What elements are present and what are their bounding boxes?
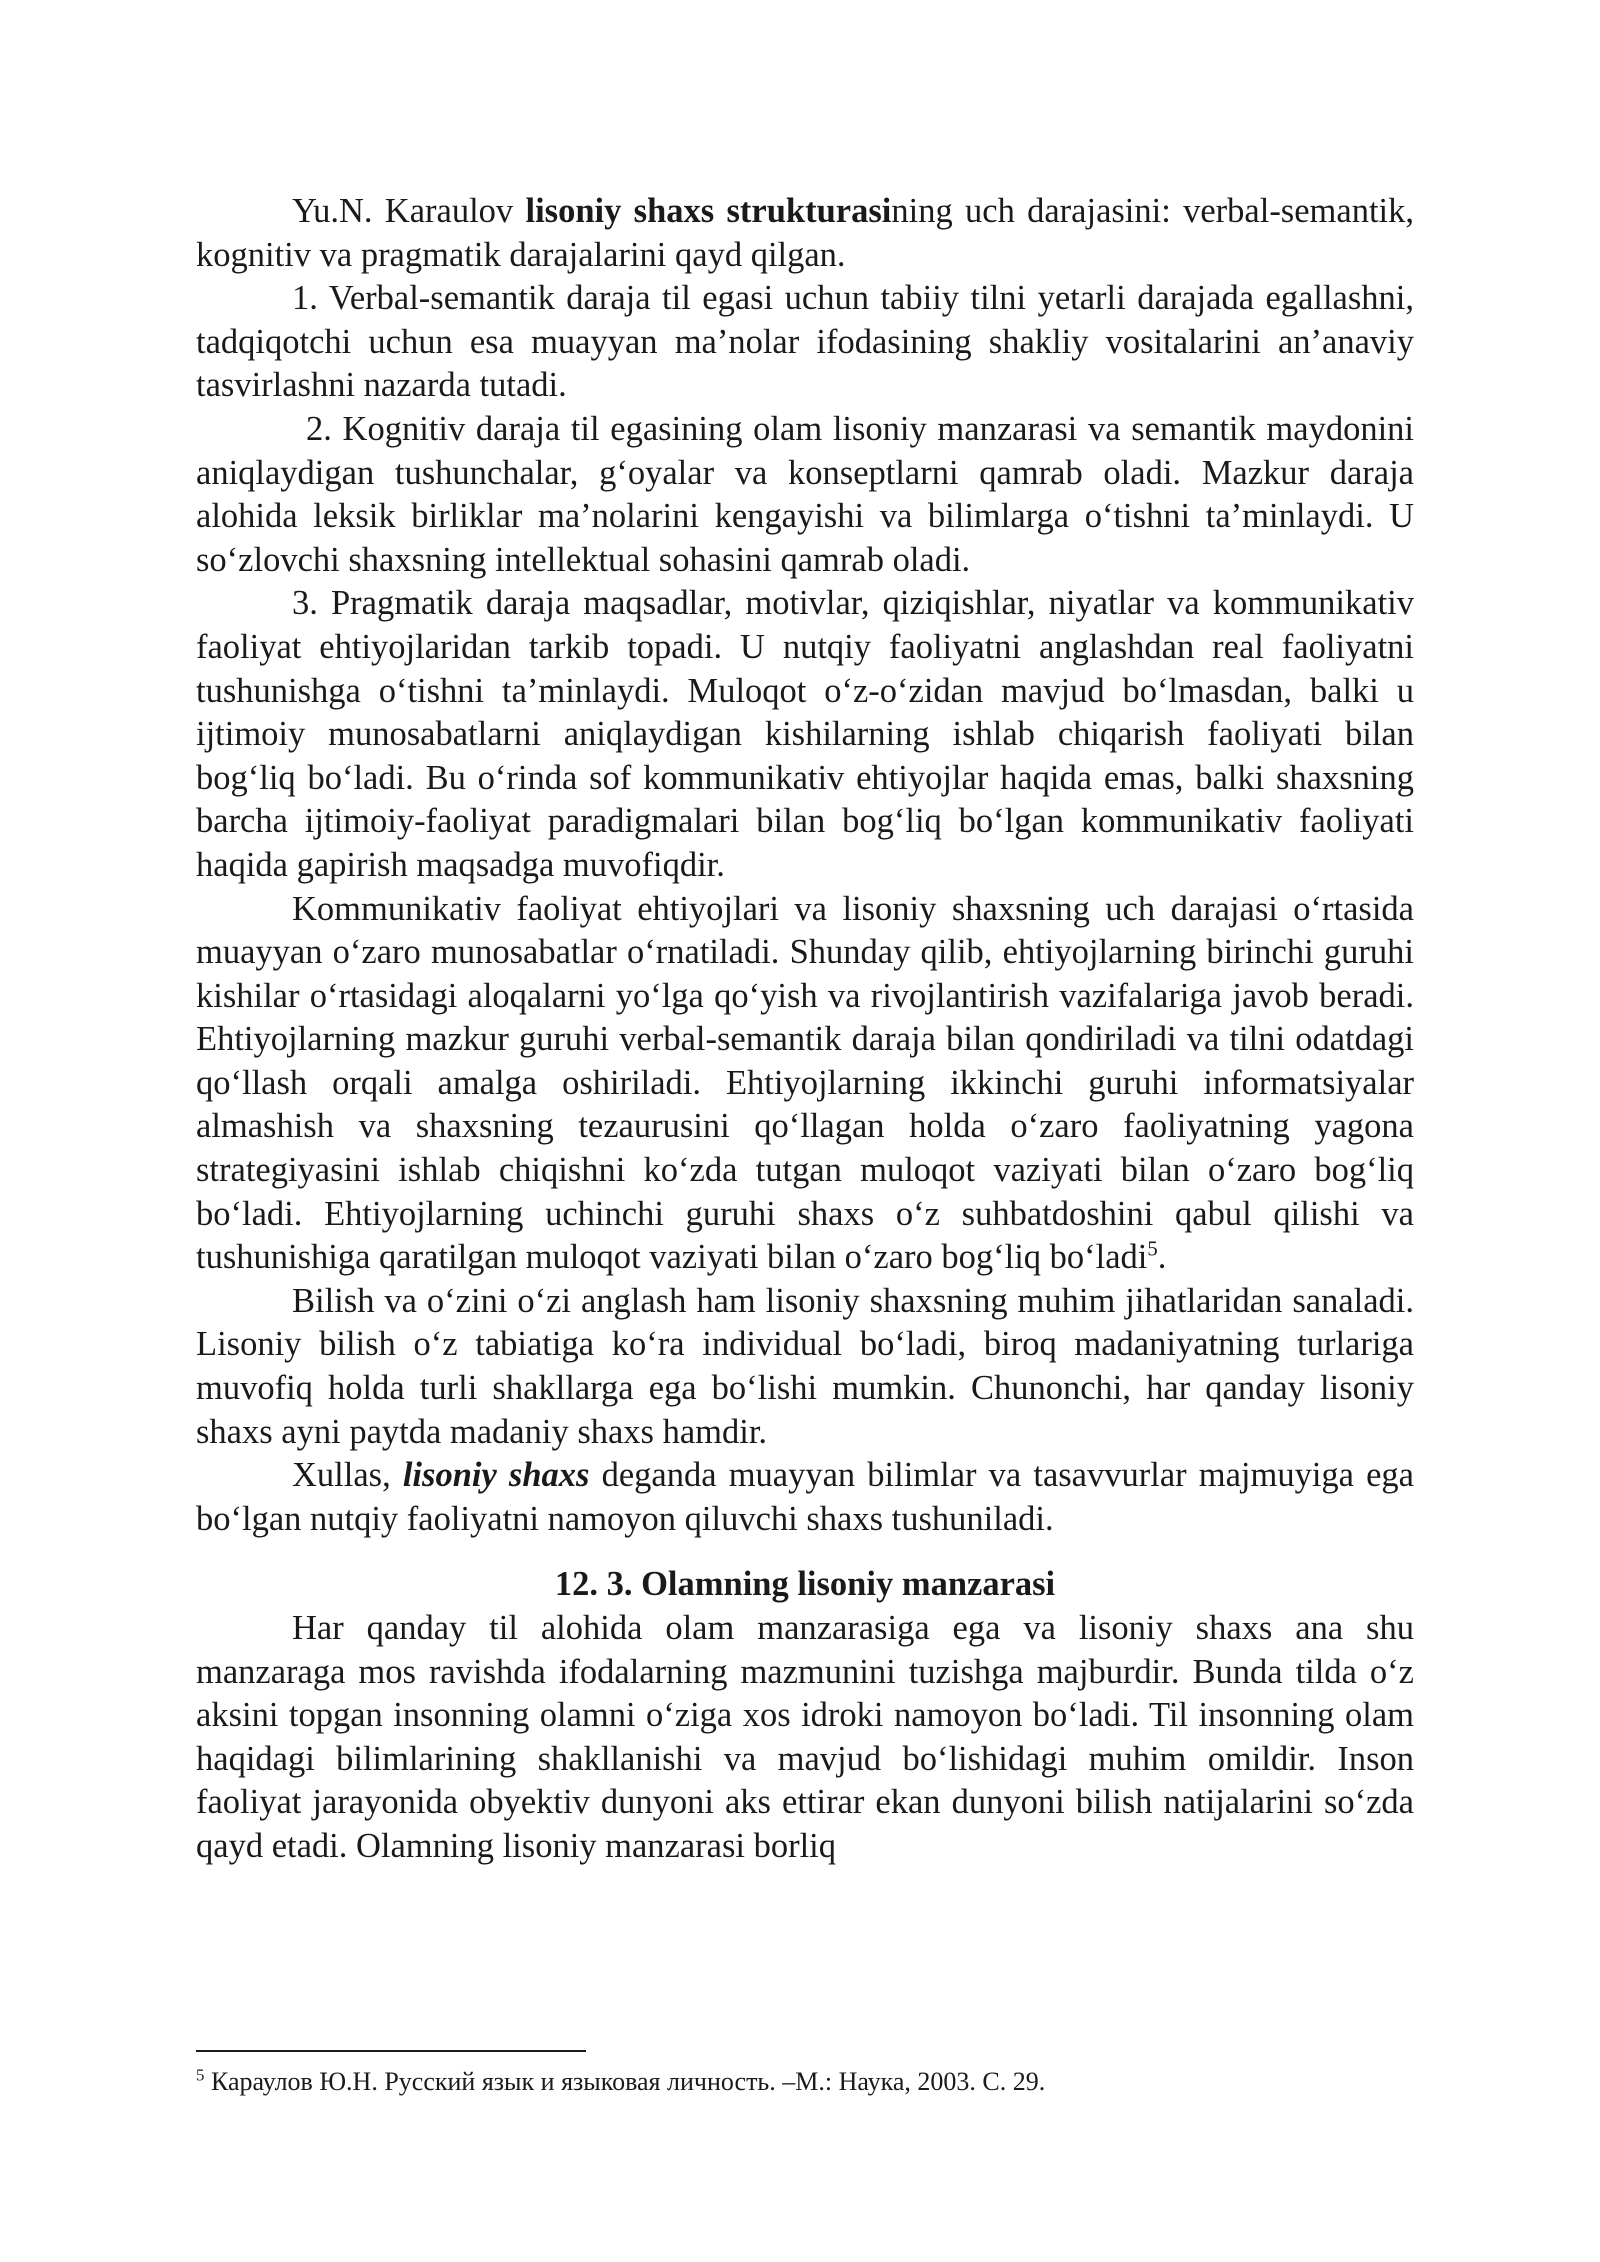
intro-text: Yu.N. Karaulov	[292, 192, 526, 230]
paragraph-conclusion	[196, 1454, 1414, 1541]
footnote-reference[interactable]: 5	[1147, 1238, 1158, 1261]
section-heading: 12. 3. Olamning lisoniy manzarasi	[554, 1565, 1056, 1604]
paragraph-pragmatic: 3. Pragmatik daraja maqsadlar, motivlar, qiziqishlar, niyatlar va kommunikativ faoliyat ehtiyojlaridan tarkib topadi. U nutqiy faoliyatni anglashdan real faoliyatni tushunishga o‘tishni ta’minlaydi. Muloqot o‘z-o‘zidan mavjud bo‘lmasdan, balki u ijtimoiy munosabatlarni aniqlaydigan kishilarning ishlab chiqarish faoliyati bilan bog‘liq bo‘ladi. Bu o‘rinda sof kommunikativ ehtiyojlar haqida emas, balki shaxsning barcha ijtimoiy-faoliyat paradigmalari bilan bog‘liq bo‘lgan kommunikativ faoliyati haqida gapirish maqsadga muvofiqdir.	[196, 584, 1414, 884]
paragraph-cognitive: 2. Kognitiv daraja til egasining olam lisoniy manzarasi va semantik maydonini aniqlaydigan tushunchalar, g‘oyalar va konseptlarni qamrab oladi. Mazkur daraja alohida leksik birliklar ma’nolarini kengayishi va bilimlarga o‘tishni ta’minlaydi. U so‘zlovchi shaxsning intellektual sohasini qamrab oladi.	[196, 409, 1414, 579]
footnote-number: 5	[196, 2065, 205, 2085]
footnote-divider	[196, 2050, 586, 2052]
paragraph-world-picture: Har qanday til alohida olam manzarasiga ega va lisoniy shaxs ana shu manzaraga mos ravishda ifodalarning mazmunini tuzishga majburdir. Bunda tilda o‘z aksini topgan insonning olamni o‘ziga xos idroki namoyon bo‘ladi. Til insonning olam haqidagi bilimlarining shakllanishi va mavjud bo‘lishidagi muhim omildir. Inson faoliyat jarayonida obyektiv dunyoni aks ettirar ekan dunyoni bilish natijalarini so‘zda qayd etadi. Olamning lisoniy manzarasi borliq	[196, 1609, 1414, 1865]
bold-italic-term: lisoniy shaxs	[402, 1456, 590, 1495]
bold-term: lisoniy shaxs strukturasi	[525, 192, 892, 230]
paragraph-communicative-needs	[196, 888, 1414, 1280]
paragraph-cognition: Bilish va o‘zini o‘zi anglash ham lisoniy shaxsning muhim jihatlaridan sanaladi. Lisoniy bilish o‘z tabiatiga ko‘ra individual bo‘ladi, biroq madaniyatning turlariga muvofiq holda turli shakllarga ega bo‘lishi mumkin. Chunonchi, har qanday lisoniy shaxs ayni paytda madaniy shaxs hamdir.	[196, 1281, 1414, 1451]
paragraph-verbal-semantic: 1. Verbal-semantik daraja til egasi uchun tabiiy tilni yetarli darajada egallashni, tadqiqotchi uchun esa muayyan ma’nolar ifodasining shakliy vositalarini an’anaviy tasvirlashni nazarda tutadi.	[196, 279, 1414, 405]
paragraph-karaulov-intro	[196, 190, 1414, 277]
conclusion-text: Xullas,	[292, 1456, 403, 1495]
needs-end: .	[1157, 1238, 1167, 1277]
page-body	[196, 190, 1414, 1869]
needs-text: Kommunikativ faoliyat ehtiyojlari va lisoniy shaxsning uch darajasi o‘rtasida muayyan o‘zaro munosabatlar o‘rnatiladi. Shunday qilib, ehtiyojlarning birinchi guruhi kishilar o‘rtasidagi aloqalarni yo‘lga qo‘yish va rivojlantirish vazifalariga javob beradi. Ehtiyojlarning mazkur guruhi verbal-semantik daraja bilan qondiriladi va tilni odatdagi qo‘llash orqali amalga oshiriladi. Ehtiyojlarning ikkinchi guruhi informatsiyalar almashish va shaxsning tezaurusini qo‘llagan holda o‘zaro faoliyatning yagona strategiyasini ishlab chiqishni ko‘zda tutgan muloqot vaziyati bilan o‘zaro bog‘liq bo‘ladi. Ehtiyojlarning uchinchi guruhi shaxs o‘z suhbatdoshini qabul qilishi va tushunishiga qaratilgan muloqot vaziyati bilan o‘zaro bog‘liq bo‘ladi	[196, 889, 1414, 1277]
intro-text-cont: ning uch darajasini: verbal-semantik, kognitiv va pragmatik darajalarini qayd qilgan.	[196, 192, 1414, 274]
footnote-text: Караулов Ю.Н. Русский язык и языковая личность. –М.: Наука, 2003. С. 29.	[204, 2067, 1046, 2096]
conclusion-text-cont: deganda muayyan bilimlar va tasavvurlar majmuyiga ega bo‘lgan nutqiy faoliyatni namoyon qiluvchi shaxs tushuniladi.	[196, 1456, 1414, 1538]
footnote	[196, 2066, 1414, 2098]
